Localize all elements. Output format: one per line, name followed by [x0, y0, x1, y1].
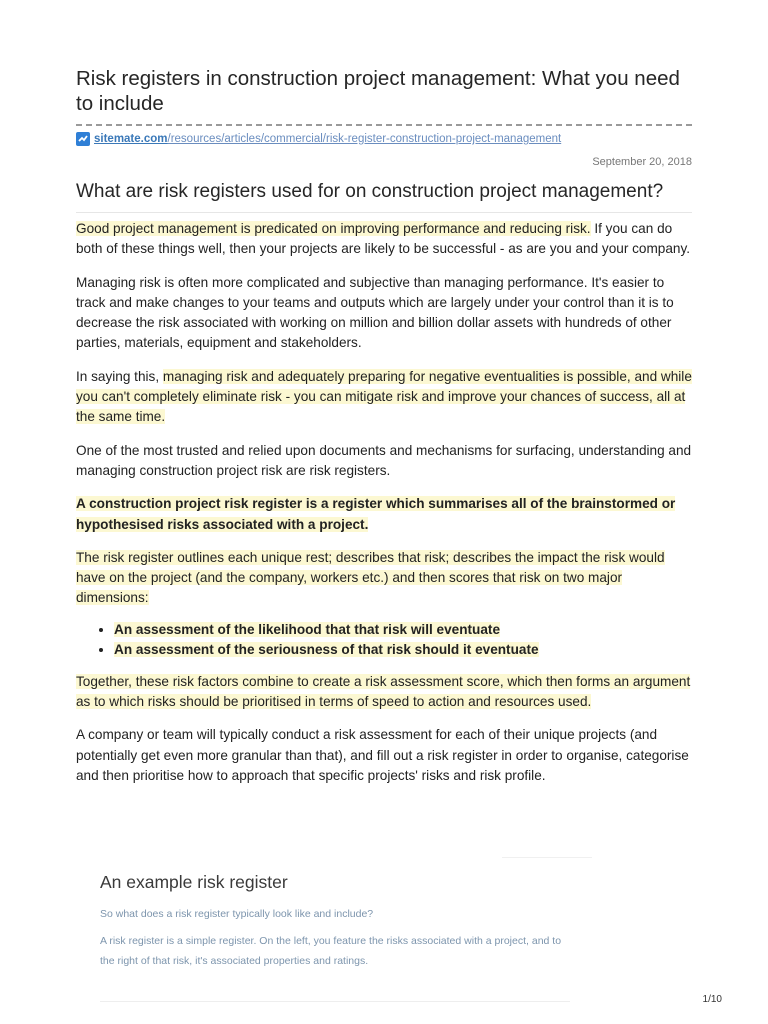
highlight: managing risk and adequately preparing for negative eventualities is possible, and while you can't completely eliminate risk - you can mitigate risk and improve your chances of success, all at the same time. — [76, 368, 692, 425]
paragraph-text: In saying this, — [76, 368, 163, 384]
paragraph-3 — [76, 367, 692, 428]
highlight: An assessment of the seriousness of that risk should it eventuate — [114, 641, 539, 657]
paragraph-4: One of the most trusted and relied upon documents and mechanisms for surfacing, understanding and managing construction project risk are risk registers. — [76, 442, 692, 478]
embed-top-divider — [502, 857, 592, 858]
embedded-screenshot — [100, 870, 574, 1002]
bullet-list — [76, 620, 692, 660]
embed-description: A risk register is a simple register. On the left, you feature the risks associated with a project, and to the right of that risk, it's associated properties and ratings. — [100, 935, 562, 967]
page-title: Risk registers in construction project management: What you need to include — [76, 67, 680, 115]
highlight: An assessment of the likelihood that that risk will eventuate — [114, 621, 501, 637]
embed-title: An example risk register — [100, 872, 288, 892]
highlight: The risk register outlines each unique rest; describes that risk; describes the impact the risk would have on the project (and the company, workers etc.) and then scores that risk on two major dimensions: — [76, 549, 665, 606]
embed-bottom-divider — [100, 1001, 570, 1002]
highlight: Good project management is predicated on improving performance and reducing risk. — [76, 221, 591, 236]
list-item — [114, 620, 692, 640]
publish-date: September 20, 2018 — [592, 156, 692, 168]
highlight: A construction project risk register is a register which summarises all of the brainstormed or hypothesised risks associated with a project. — [76, 496, 676, 532]
embed-subtitle: So what does a risk register typically look like and include? — [100, 908, 374, 920]
paragraph-2: Managing risk is often more complicated and subjective than managing performance. It's easier to track and make changes to your teams and outputs which are largely under your control than it is to decrease the risk associated with working on million and billion dollar assets with hundreds of other parties, materials, equipment and stakeholders. — [76, 274, 674, 351]
dashed-divider — [76, 124, 692, 126]
paragraph-8: A company or team will typically conduct a risk assessment for each of their unique projects (and potentially get even more granular than that), and fill out a risk register in order to organise, categorise and then prioritise how to approach that specific projects' risks and risk profile. — [76, 727, 689, 783]
page-number: 1/10 — [702, 994, 722, 1005]
source-url[interactable] — [76, 132, 692, 146]
paragraph-7 — [76, 672, 692, 713]
list-item — [114, 640, 692, 660]
paragraph-1 — [76, 219, 692, 260]
document-page — [76, 66, 692, 786]
paragraph-5 — [76, 494, 692, 535]
section-heading: What are risk registers used for on construction project management? — [76, 181, 664, 202]
sitemate-logo-icon — [76, 132, 90, 146]
url-path[interactable]: /resources/articles/commercial/risk-register-construction-project-management — [167, 133, 562, 145]
heading-divider — [76, 212, 692, 213]
highlight: Together, these risk factors combine to create a risk assessment score, which then forms an argument as to which risks should be prioritised in terms of speed to action and resources used. — [76, 673, 691, 710]
paragraph-text: If you can do both of these things well, then your projects are likely to be successful - as are you and your company. — [76, 221, 691, 257]
url-domain[interactable]: sitemate.com — [94, 133, 168, 145]
paragraph-6 — [76, 548, 692, 609]
